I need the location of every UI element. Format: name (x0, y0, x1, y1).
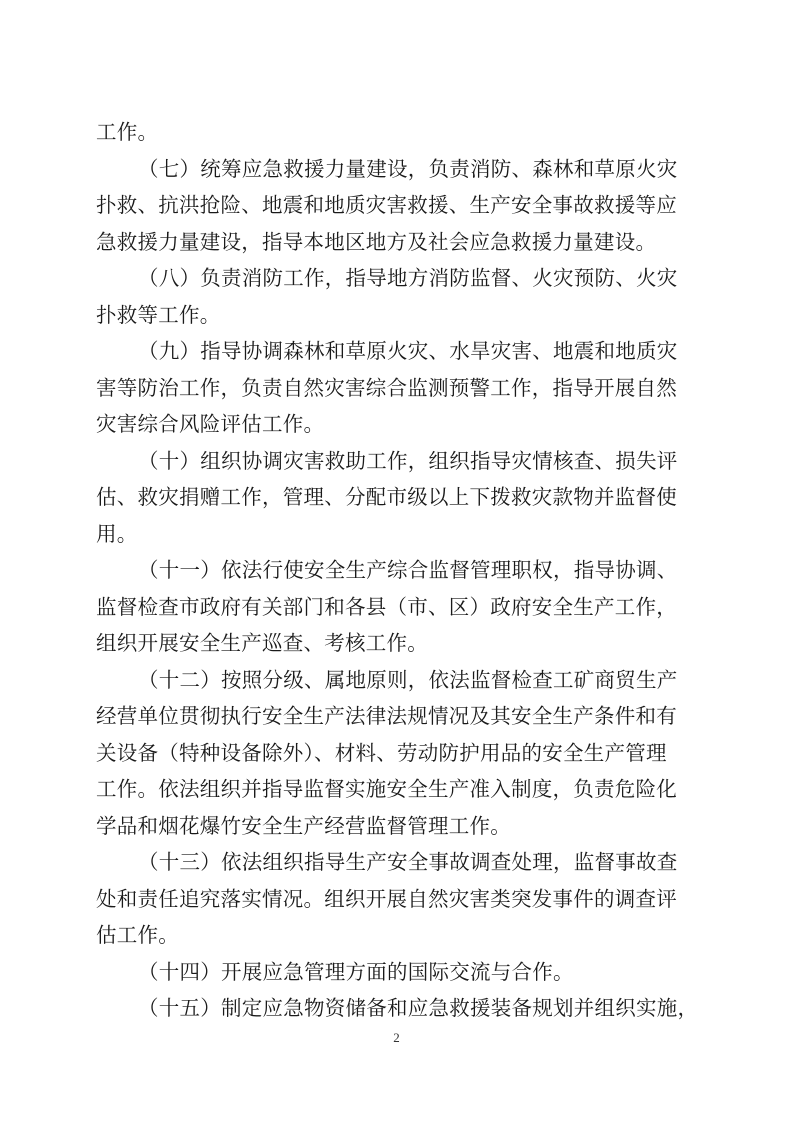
text-line: 工作。 (96, 120, 159, 144)
body-text (96, 114, 700, 1027)
text-line: 关设备（特种设备除外）、材料、劳动防护用品的安全生产管理 (96, 740, 667, 765)
paragraph-continuation (96, 114, 700, 151)
paragraph-item-14 (96, 954, 700, 991)
paragraph-item-12 (96, 662, 700, 845)
text-line: 扑救、抗洪抢险、地震和地质灾害救援、生产安全事故救援等应 (96, 193, 677, 217)
text-line: （九）指导协调森林和草原火灾、水旱灾害、地震和地质灾 (138, 339, 678, 363)
text-line: 急救援力量建设，指导本地区地方及社会应急救援力量建设。 (96, 229, 657, 254)
text-line: 估工作。 (96, 923, 179, 947)
text-line: 害等防治工作，负责自然灾害综合监测预警工作，指导开展自然 (96, 375, 677, 400)
text-line: 扑救等工作。 (96, 302, 221, 327)
text-line: 经营单位贯彻执行安全生产法律法规情况及其安全生产条件和有 (96, 704, 677, 728)
paragraph-item-15 (96, 990, 700, 1027)
page-number: 2 (393, 1030, 400, 1045)
paragraph-item-13 (96, 844, 700, 954)
text-line: 监督检查市政府有关部门和各县（市、区）政府安全生产工作， (96, 594, 677, 619)
paragraph-item-8 (96, 260, 700, 333)
paragraph-item-7 (96, 151, 700, 261)
text-line: 处和责任追究落实情况。组织开展自然灾害类突发事件的调查评 (96, 886, 677, 911)
text-line: 组织开展安全生产巡查、考核工作。 (96, 631, 428, 655)
text-line: 用。 (96, 521, 138, 546)
text-line: （七）统筹应急救援力量建设，负责消防、森林和草原火灾 (138, 156, 678, 181)
paragraph-item-11 (96, 552, 700, 662)
paragraph-item-9 (96, 333, 700, 443)
text-line: （十五）制定应急物资储备和应急救援装备规划并组织实施， (138, 996, 699, 1020)
text-line: （十一）依法行使安全生产综合监督管理职权，指导协调、 (138, 558, 678, 582)
text-line: （十三）依法组织指导生产安全事故调查处理，监督事故查 (138, 850, 678, 874)
paragraph-item-10 (96, 443, 700, 553)
text-line: 估、救灾捐赠工作，管理、分配市级以上下拨救灾款物并监督使 (96, 485, 677, 509)
text-line: （十四）开展应急管理方面的国际交流与合作。 (138, 959, 574, 984)
text-line: 学品和烟花爆竹安全生产经营监督管理工作。 (96, 813, 511, 838)
text-line: （十二）按照分级、属地原则，依法监督检查工矿商贸生产 (138, 667, 678, 692)
text-line: 灾害综合风险评估工作。 (96, 412, 325, 436)
text-line: （十）组织协调灾害救助工作，组织指导灾情核查、损失评 (138, 448, 678, 473)
text-line: 工作。依法组织并指导监督实施安全生产准入制度，负责危险化 (96, 777, 677, 801)
text-line: （八）负责消防工作，指导地方消防监督、火灾预防、火灾 (138, 266, 678, 290)
